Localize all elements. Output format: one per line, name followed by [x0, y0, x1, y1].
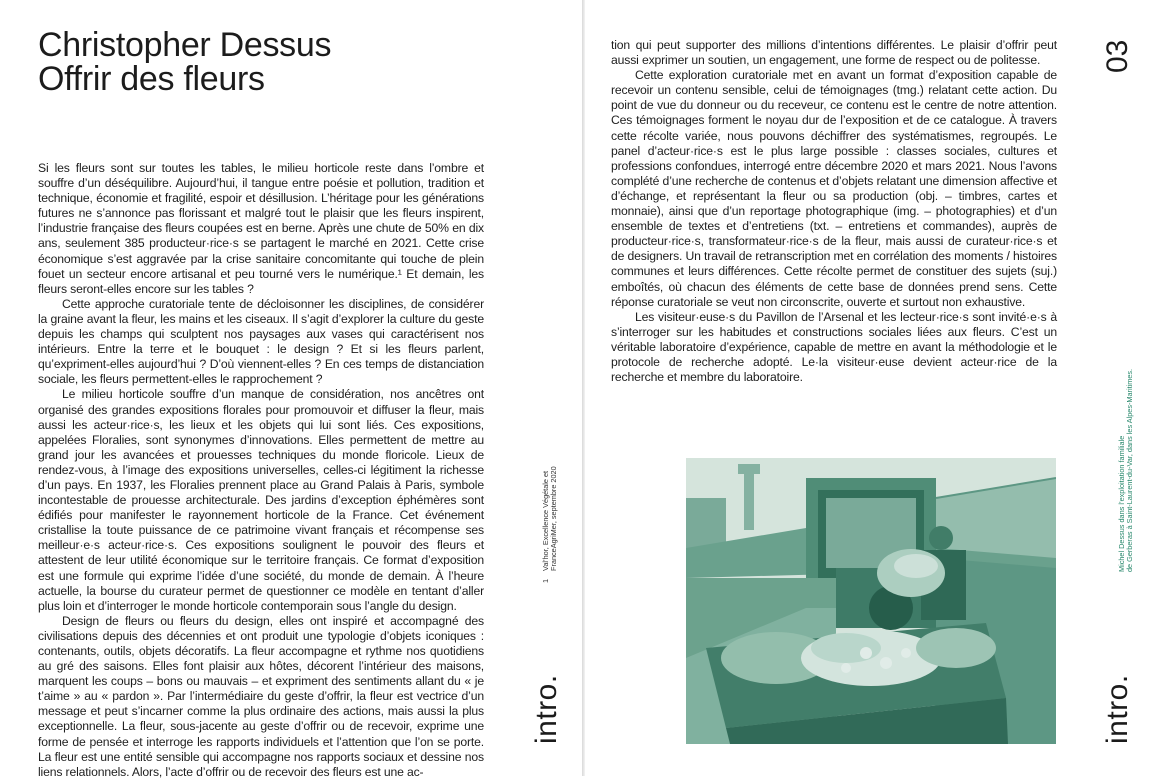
footnote-line: Val’hor, Excellence Végétale et	[541, 470, 550, 571]
caption-line: Michel Dessus dans l’exploitation familiale	[1117, 435, 1126, 572]
left-page	[0, 0, 582, 779]
right-text-column	[611, 38, 1057, 385]
section-label-left: intro.	[530, 674, 563, 744]
article-heading: Offrir des fleurs	[38, 60, 265, 98]
photo-caption	[1118, 369, 1135, 572]
author-name: Christopher Dessus	[38, 26, 332, 64]
left-text-column	[38, 161, 484, 780]
paragraph: tion qui peut supporter des millions d’intentions différentes. Le plaisir d’offrir peut aussi exprimer un soutien, un engagement, une forme de respect ou de politesse.	[611, 38, 1057, 68]
footnote-line: FranceAgriMer, septembre 2020	[549, 466, 559, 571]
page-number: 03	[1101, 39, 1134, 73]
paragraph: Design de fleurs ou fleurs du design, elles ont inspiré et accompagné des civilisations depuis des décennies et ont produit une typologie d’objets iconiques : contenants, outils, objets décoratifs. La fleur accompagne et rythme nos quotidiens au gré des saisons. Elles font plaisir aux hôtes, décorent l’intérieur des maisons, marquent les coups – bons ou mauvais – et expriment des sentiments allant du « je t’aime » au « pardon ». Par l’intermédiaire du geste d’offrir, la fleur est vectrice d’un message et peut s’incarner comme la plus ordinaire des actions, mais aussi la plus exceptionnelle. La fleur, sous-jacente au geste d’offrir ou de recevoir, exprime une forme de pensée et interroge les rapports individuels et l’attention que l’on se porte. La fleur est une entité sensible qui accompagne nos rapports sociaux et dessine nos liens relationnels. Alors, l’acte d’offrir ou de recevoir des fleurs est une ac-	[38, 613, 484, 779]
paragraph: Le milieu horticole souffre d’un manque de considération, nos ancêtres ont organisé des grandes expositions florales pour promouvoir et diffuser la fleur, mais aussi les acteur·rice·s, les lieux et les objets qui lui sont liés. Ces expositions, appelées Floralies, sont synonymes d’innovations. Elles permettent de mettre au grand jour les avancées et prouesses techniques du monde floricole. Lieux de rendez-vous, à l’image des expositions universelles, celles-ci légitiment la richesse d’un pays. En 1937, les Floralies prennent place au Grand Palais à Paris, symbole incontestable de prouesse architecturale. Des jardins d’exception éphémères sont édifiés pour manifester le rayonnement horticole de la France. Cet événement cristallise la toute puissance de ce patrimoine vivant français et récompense ses meilleur·e·s acteur·rice·s. Ces expositions soulignent le pouvoir des fleurs et attestent de leur utilité économique sur le territoire français. Ce format d’exposition est une formule qui exprime l’idée d’une société, du monde de demain. À l’heure actuelle, la bourse du curateur permet de questionner ce modèle en tentant d’aller plus loin et d’interroger le monde horticole contemporain sous l’angle du design.	[38, 387, 484, 613]
footnote	[542, 466, 559, 583]
article-title	[38, 28, 331, 96]
footnote-number: 1	[541, 578, 550, 583]
photo-farmer-tractor	[686, 458, 1056, 744]
paragraph: Les visiteur·euse·s du Pavillon de l’Arsenal et les lecteur·rice·s sont invité·e·s à s’interroger sur les habitudes et constructions sociales liées aux fleurs. C’est un véritable laboratoire d’expérience, capable de mettre en avant la méthodologie et le protocole de recherche adopté. Le·la visiteur·euse devient acteur·rice de la recherche et membre du laboratoire.	[611, 309, 1057, 385]
caption-line: de Gerberas à Saint-Laurent-du-Var, dans les Alpes-Maritimes.	[1125, 368, 1135, 572]
paragraph: Cette exploration curatoriale met en avant un format d’exposition capable de recevoir un contenu sensible, celui de témoignages (tmg.) relatant cette action. Du point de vue du donneur ou du receveur, ce contenu est le centre de notre attention. Ces témoignages forment le noyau dur de l’exposition et de ce catalogue. À travers cette récolte variée, nous pouvons déchiffrer des systématismes, regroupés. Le panel d’acteur·rice·s est le plus large possible : classes sociales, cultures et professions confondues, interrogé entre décembre 2020 et mars 2021. Nous l’avons complété d’une recherche de contenus et d’objets relatant une dimension affective et d’échange, et représentant la fleur ou sa production (obj. – timbres, cartes et monnaie), ainsi que d’un reportage photographique (img. – photographies) et d’un ensemble de textes et d’entretiens (txt. – entretiens et commandes), auprès de producteur·rice·s, transformateur·rice·s de la fleur, mais aussi de curateur·rice·s et de designers. Un travail de retranscription met en corrélation des moments / histoires communes et leurs différences. Cette récolte permet de constituer des sujets (suj.) emboîtés, où chacun des éléments de cette base de données prend sens. Cette réponse curatoriale se veut non circonscrite, ouverte et surtout non exhaustive.	[611, 68, 1057, 309]
paragraph: Si les fleurs sont sur toutes les tables, le milieu horticole reste dans l’ombre et souffre d’un déséquilibre. Aujourd’hui, il tangue entre poésie et pollution, tradition et technique, économie et fragilité, espoir et désillusion. L’héritage pour les générations futures ne s’annonce pas florissant et malgré tout le plaisir que les fleurs inspirent, l’industrie française des fleurs coupées est en berne. Après une chute de 50% en dix ans, seulement 385 producteur·rice·s se partagent le marché en 2021. Cette crise économique s’est aggravée par la crise sanitaire concomitante qui touche de plein fouet un secteur encore artisanal et peu tourné vers le numérique.¹ Et demain, les fleurs seront-elles encore sur les tables ?	[38, 161, 484, 296]
photo-image	[686, 458, 1056, 744]
paragraph: Cette approche curatoriale tente de décloisonner les disciplines, de considérer la graine avant la fleur, les mains et les ciseaux. Il s’agit d’explorer la culture du geste depuis les champs qui sculptent nos paysages aux vases qui caractérisent nos intérieurs. Entre la terre et le bouquet : le design ? Et si les fleurs parlent, qu’expriment-elles aujourd’hui ? D’où viennent-elles ? En ces temps de distanciation sociale, les fleurs permettent-elles le rapprochement ?	[38, 296, 484, 387]
section-label-right: intro.	[1101, 674, 1134, 744]
